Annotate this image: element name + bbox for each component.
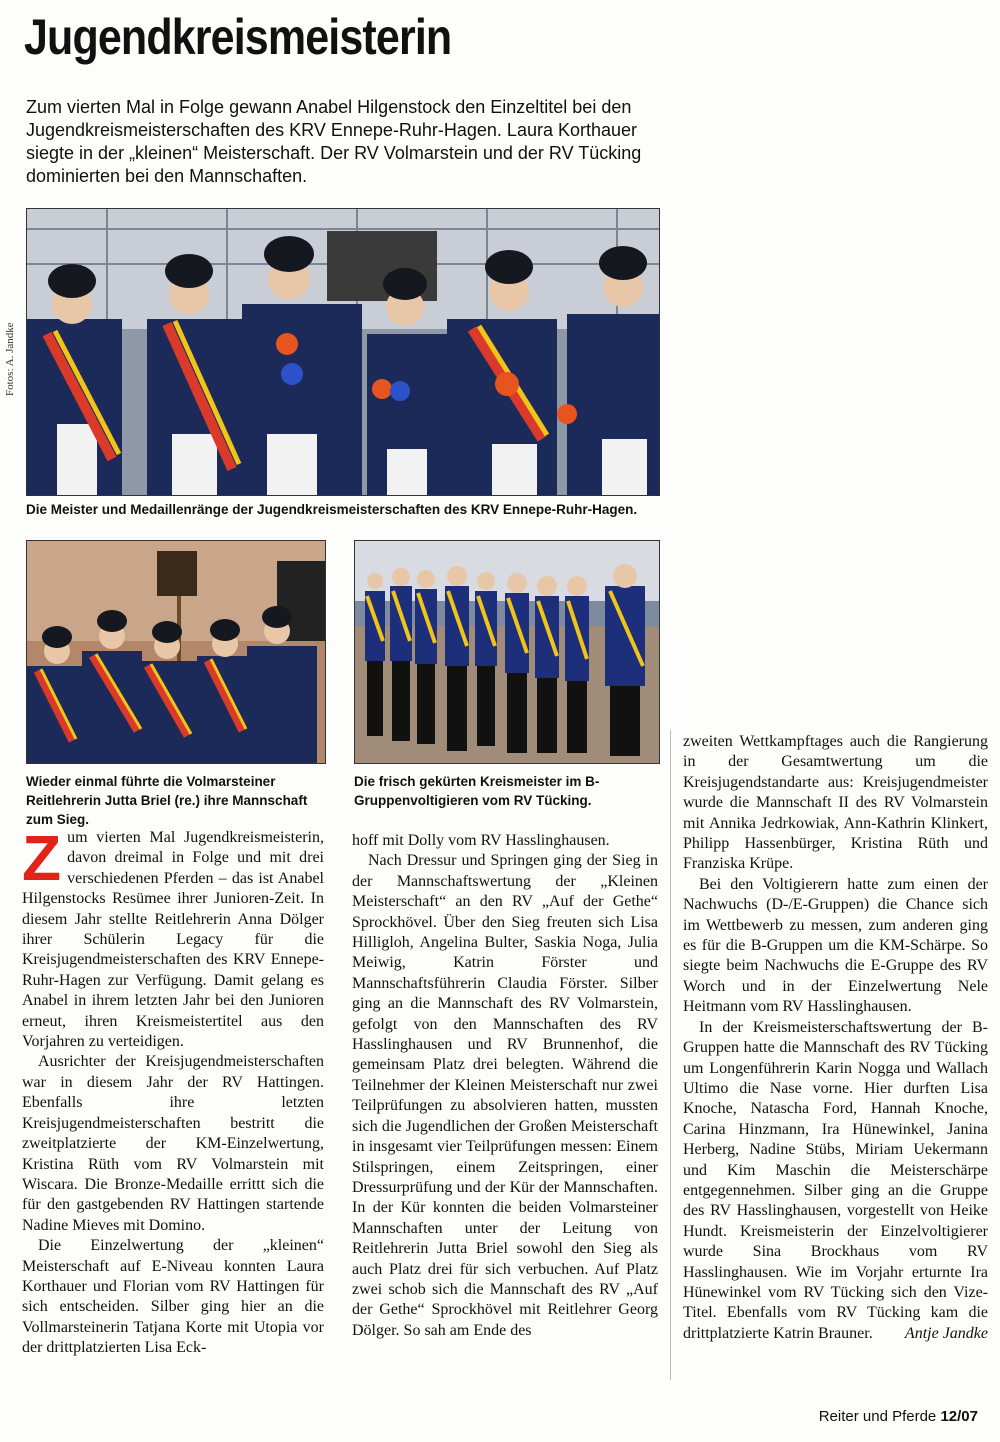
col3-paragraph-1: zweiten Wettkampftages auch die Rangierung in der Gesamtwertung um die Kreisjugendstandarte aus: Kreisjugendmeister wurde die Mannschaft II des RV Volmarstein mit Annika Jedrkowiak, Ann-Kathrin Klinkert, Philipp Hassenbürger, Kristina Rüth und Franziska Krüpe. (683, 733, 988, 873)
main-photo (26, 208, 660, 496)
page-footer (819, 1408, 978, 1425)
magazine-name: Reiter und Pferde (818, 1408, 937, 1425)
col1-paragraph-2: Ausrichter der Kreisjugendmeisterschaften war in diesem Jahr der RV Hattingen. Ebenfalls ihre letzten Kreisjugendmeisterschaften bestritt die zweitplatzierte der KM-Einzelwertung, Kristina Rüth vom RV Volmarstein mit Wiscara. Die Bronze-Medaille errittt sich die für den gastgebenden RV Hattingen startende Nadine Mieves mit Domino. (22, 1053, 324, 1234)
right-photo-caption: Die frisch gekürten Kreismeister im B-Gruppenvoltigieren vom RV Tücking. (354, 774, 600, 808)
left-photo (26, 540, 326, 764)
author-name: Antje Jandke (904, 1324, 988, 1342)
column-divider (670, 730, 671, 1380)
article-lead: Zum vierten Mal in Folge gewann Anabel Hilgenstock den Einzeltitel bei den Jugendkreismeisterschaften des KRV Ennepe-Ruhr-Hagen. Laura Korthauer siegte in der „kleinen“ Meisterschaft. Der RV Volmarstein und der RV Tücking dominierten bei den Mannschaften. (26, 97, 642, 186)
issue-number: 12/07 (940, 1408, 978, 1425)
article-title: Jugendkreismeisterin (24, 9, 452, 65)
col2-paragraph-1: hoff mit Dolly vom RV Hasslinghausen. (352, 832, 610, 849)
left-photo-caption: Wieder einmal führte die Volmarsteiner Reitlehrerin Jutta Briel (re.) ihre Mannschaft zum Sieg. (26, 774, 308, 827)
col3-paragraph-2: Bei den Voltigierern hatte zum einen der Nachwuchs (D-/E-Gruppen) die Chance sich im Wettbewerb zu messen, zum anderen ging es für die B-Gruppen um die KM-Schärpe. So siegte beim Nachwuchs die E-Gruppe des RV Worch und in der Einzelwertung Nele Heitmann vom RV Hasslinghausen. (683, 875, 988, 1016)
body-column-3 (683, 732, 988, 1344)
col2-paragraph-2: Nach Dressur und Springen ging der Sieg in der Mannschaftswertung der „Kleinen Meisterschaft“ an den RV „Auf der Gethe“ Sprockhövel. Über den Sieg freuten sich Lisa Hilligloh, Angelina Bulter, Saskia Noga, Julia Meiwig, Katrin Förster und Mannschaftsführerin Claudia Förster. Silber ging an die Mannschaft des RV Volmarstein, gefolgt von den Mannschaften des RV Hasslinghausen und RV Brunnenhof, die gemeinsam Platz drei belegten. Während die Teilnehmer der Kleinen Meisterschaft nur zwei Teilprüfungen zu absolvieren hatten, mussten sich die Jugendlichen der Großen Meisterschaft in insgesamt vier Teilprüfungen messen: Einem Stilspringen, einem Zeitspringen, einer Dressurprüfung und der Kür der Mannschaften. In der Kür konnten die beiden Volmarsteiner Mannschaften unter der Leitung von Reitlehrerin Jutta Briel sowohl den Sieg als auch Platz drei für sich verbuchen. Auf Platz zwei schob sich die Mannschaft des RV „Auf der Gethe“ Sprockhövel mit Reitlehrer Georg Dölger. So sah am Ende des (352, 852, 658, 1339)
drop-cap: Z (22, 822, 62, 894)
photo-credit: Fotos: A. Jandke (4, 322, 16, 396)
main-photo-caption: Die Meister und Medaillenränge der Jugendkreismeisterschaften des KRV Ennepe-Ruhr-Hagen. (26, 502, 638, 517)
body-column-1 (22, 822, 324, 1359)
col3-paragraph-3: In der Kreismeisterschaftswertung der B-Gruppen hatte die Mannschaft des RV Tücking um Longenführerin Karin Nogga und Wallach Ultimo die Nase vorne. Hier durften Lisa Knoche, Natascha Ford, Hannah Knoche, Carina Hinzmann, Ira Hünewinkel, Janina Herberg, Nadine Stübs, Miriam Uekermann und Kim Maschin die Meisterschärpe entgegennehmen. Silber ging an die Gruppe des RV Hasslinghausen, vorgestellt von Heike Hundt. Kreismeisterin der Einzelvoltigierer wurde Sina Brockhaus vom RV Hasslinghausen. Wie im Vorjahr erturnte Ira Hünewinkel vom RV Tücking sich den Vize-Titel. Ebenfalls vom RV Tücking kam die drittplatzierte Katrin Brauner. Antje Jandke (683, 1018, 988, 1345)
right-photo (354, 540, 660, 764)
col1-paragraph-3: Die Einzelwertung der „kleinen“ Meisterschaft auf E-Niveau konnten Laura Korthauer und Florian vom RV Hattingen für sich entscheiden. Silber ging hier an die Vollmarsteinerin Tatjana Korte mit Utopia vor der drittplatzierten Lisa Eck- (22, 1237, 324, 1357)
col1-paragraph-1: Zum vierten Mal Jugendkreismeisterin, davon dreimal in Folge und mit drei verschiedenen Pferden – das ist Anabel Hilgenstocks Resümee ihrer Junioren-Zeit. In diesem Jahr stellte Reitlehrerin Anna Dölger ihrer Schülerin Legacy für die Kreisjugendmeisterschaften des KRV Ennepe-Ruhr-Hagen zur Verfügung. Damit gelang es Anabel in ihrem letzten Jahr bei den Junioren erneut, ihren Kreismeistertitel aus den Vorjahren zu verteidigen. (22, 822, 324, 1051)
body-column-2 (352, 831, 658, 1341)
